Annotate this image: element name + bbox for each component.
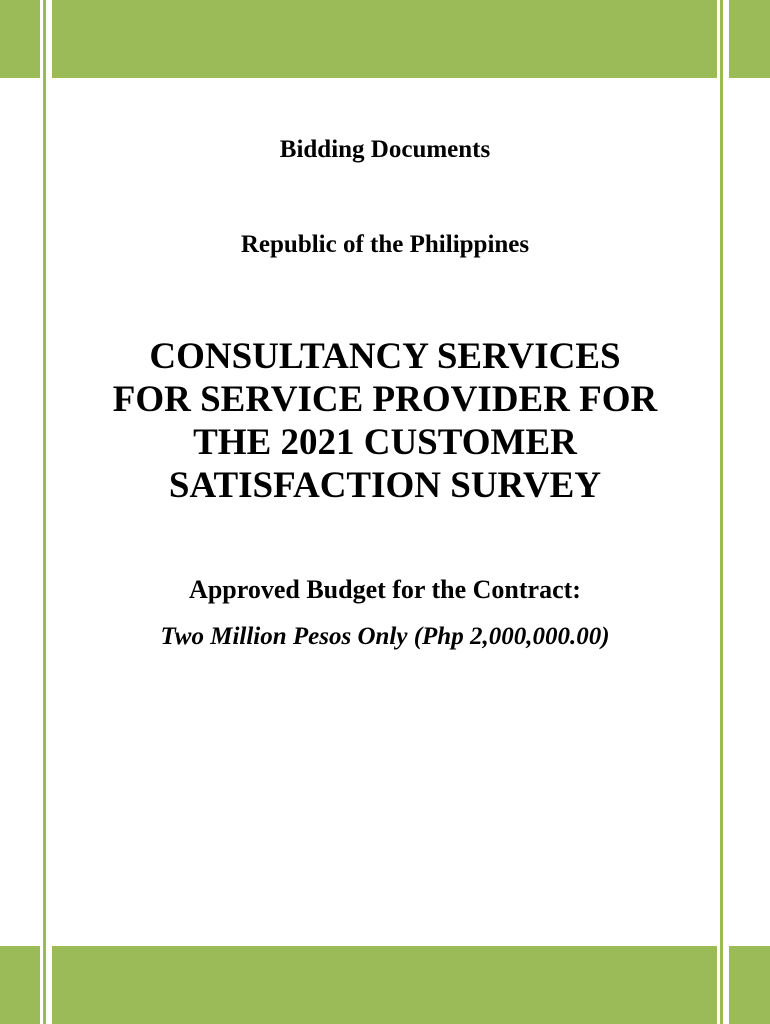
frame-bottom-right-block xyxy=(729,946,770,1024)
frame-bottom-left-block xyxy=(0,946,40,1024)
project-title xyxy=(60,335,710,507)
country-name: Republic of the Philippines xyxy=(240,231,530,258)
document-type-label: Bidding Documents xyxy=(279,136,491,163)
frame-top-right-block xyxy=(729,0,770,78)
frame-left-line xyxy=(43,0,46,1024)
project-title-line: CONSULTANCY SERVICES xyxy=(149,336,621,377)
frame-top-band xyxy=(52,0,717,78)
budget-amount: Two Million Pesos Only (Php 2,000,000.00) xyxy=(160,623,610,650)
frame-top-left-block xyxy=(0,0,40,78)
frame-bottom-band xyxy=(52,946,717,1024)
project-title-line: THE 2021 CUSTOMER xyxy=(193,422,577,463)
project-title-line: SATISFACTION SURVEY xyxy=(168,465,602,506)
budget-label: Approved Budget for the Contract: xyxy=(189,575,581,604)
frame-right-line xyxy=(720,0,723,1024)
project-title-line: FOR SERVICE PROVIDER FOR xyxy=(112,379,658,420)
